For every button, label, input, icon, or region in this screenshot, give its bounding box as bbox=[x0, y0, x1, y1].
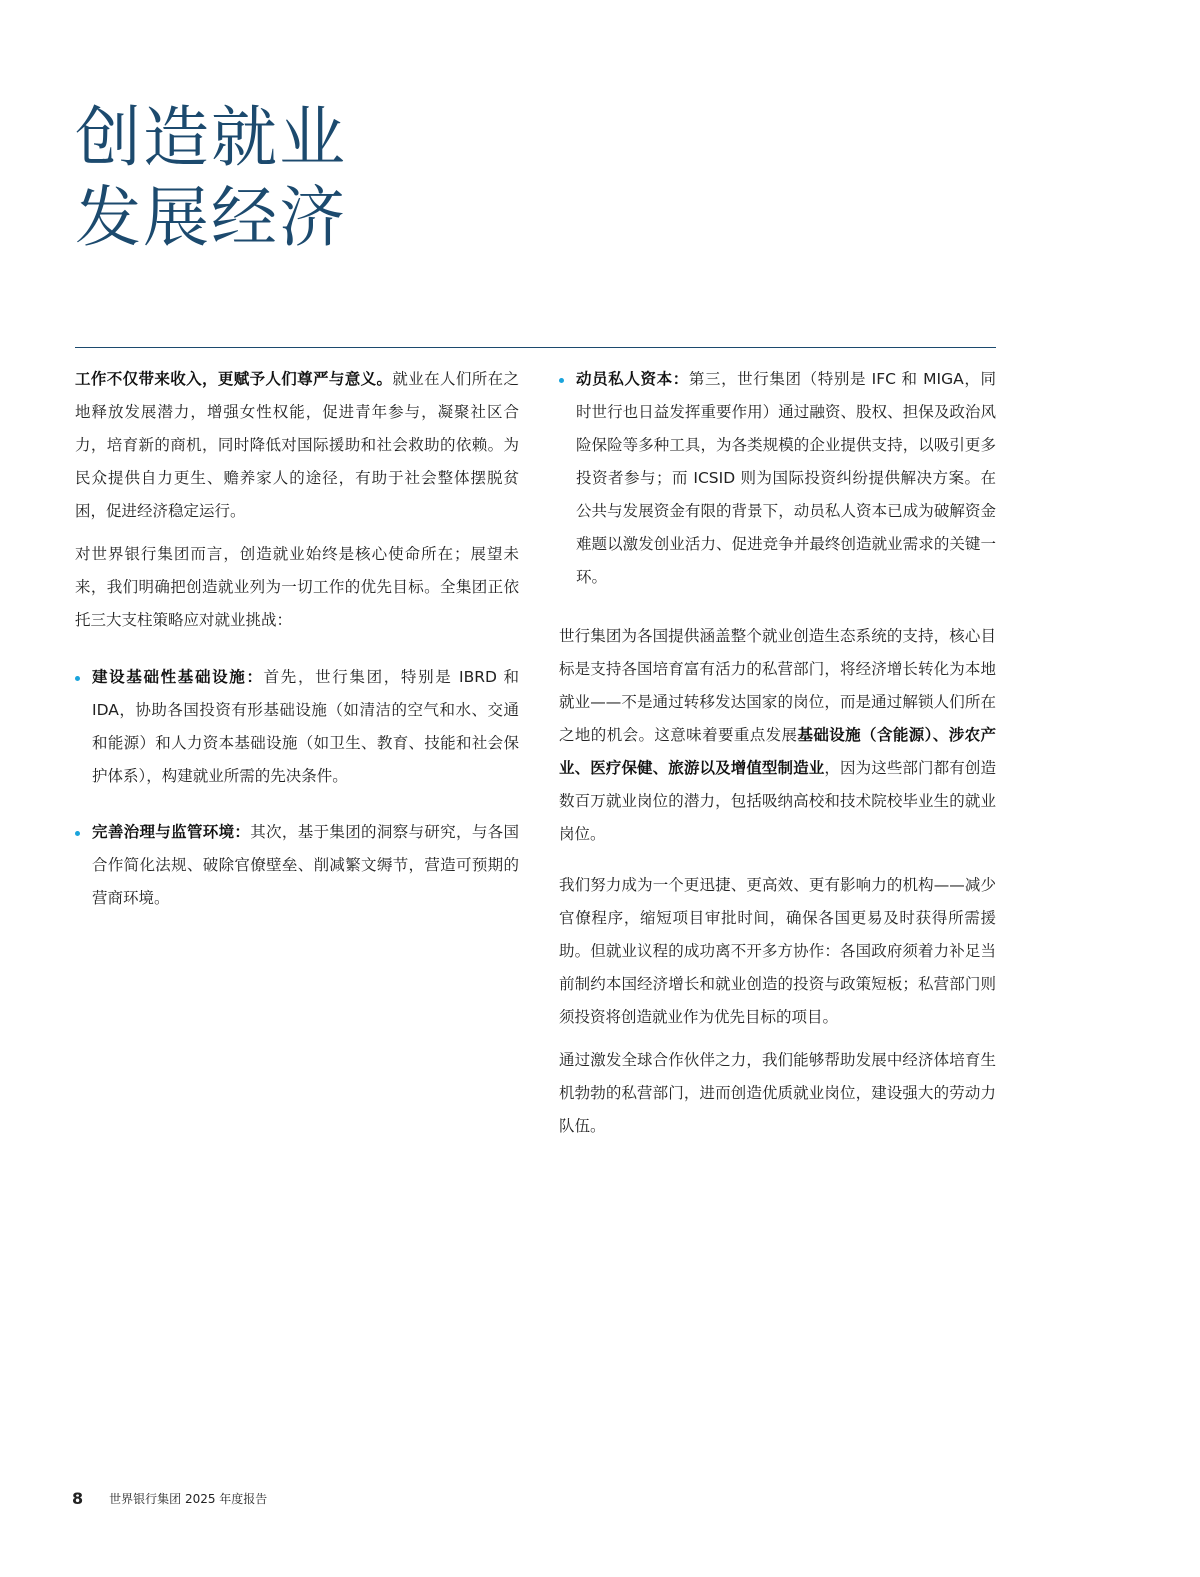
pillar-heading: 建设基础性基础设施： bbox=[92, 668, 264, 686]
right-column bbox=[559, 363, 996, 1153]
pillar-text: 其次，基于集团的洞察与研究，与各国合作简化法规、破除官僚壁垒、削减繁文缛节，营造可预期的营商环境。 bbox=[92, 823, 519, 907]
pillar-item-private-capital bbox=[559, 363, 996, 594]
pillars-intro-paragraph: 对世界银行集团而言，创造就业始终是核心使命所在；展望未来，我们明确把创造就业列为一切工作的优先目标。全集团正依托三大支柱策略应对就业挑战： bbox=[75, 545, 519, 629]
title-line-1: 创造就业 bbox=[75, 99, 347, 176]
pillar-text: 第三，世行集团（特别是 IFC 和 MIGA，同时世行也日益发挥重要作用）通过融资、股权、担保及政治风险保险等多种工具，为各类规模的企业提供支持，以吸引更多投资者参与；而 ICSID 则为国际投资纠纷提供解决方案。在公共与发展资金有限的背景下，动员私人资本已成为破解资金难题以激发创业活力、促进竞争并最终创造就业需求的关键一环。 bbox=[576, 370, 996, 586]
ecosystem-text-a: 世行集团为各国提供涵盖整个就业创造生态系统的支持，核心目标是支持各国培育富有活力的私营部门，将经济增长转化为本地就业——不是通过转移发达国家的岗位，而是通过解锁人们所在之地的机会。这意味着要重点发展 bbox=[559, 627, 996, 744]
pillar-item-governance bbox=[75, 816, 519, 915]
intro-text: 就业在人们所在之地释放发展潜力，增强女性权能，促进青年参与，凝聚社区合力，培育新的商机，同时降低对国际援助和社会救助的依赖。为民众提供自力更生、赡养家人的途径，有助于社会整体摆脱贫困，促进经济稳定运行。 bbox=[75, 370, 519, 520]
bullet-dot-icon bbox=[75, 676, 80, 681]
pillar-item-infrastructure bbox=[75, 661, 519, 793]
pillar-heading: 动员私人资本： bbox=[576, 370, 689, 388]
intro-lead: 工作不仅带来收入，更赋予人们尊严与意义。 bbox=[75, 370, 393, 388]
left-column bbox=[75, 363, 519, 938]
report-name: 世界银行集团 2025 年度报告 bbox=[109, 1492, 268, 1506]
bullet-dot-icon bbox=[75, 831, 80, 836]
ecosystem-paragraph bbox=[559, 620, 996, 851]
pillar-text: 首先，世行集团，特别是 IBRD 和 IDA，协助各国投资有形基础设施（如清洁的空气和水、交通和能源）和人力资本基础设施（如卫生、教育、技能和社会保护体系），构建就业所需的先决条件。 bbox=[92, 668, 519, 785]
page-footer bbox=[72, 1489, 267, 1508]
section-divider bbox=[75, 347, 996, 348]
bullet-dot-icon bbox=[559, 378, 564, 383]
page-title bbox=[75, 98, 347, 258]
institution-paragraph: 我们努力成为一个更迅捷、更高效、更有影响力的机构——减少官僚程序，缩短项目审批时间，确保各国更易及时获得所需援助。但就业议程的成功离不开多方协作：各国政府须着力补足当前制约本国经济增长和就业创造的投资与政策短板；私营部门则须投资将创造就业作为优先目标的项目。 bbox=[559, 876, 996, 1026]
page-number: 8 bbox=[72, 1489, 84, 1508]
ecosystem-sectors: 基础设施（含能源）、涉农产业、医疗保健、旅游以及增值型制造业 bbox=[559, 726, 996, 777]
intro-paragraph bbox=[75, 363, 519, 528]
pillar-list-left bbox=[75, 661, 519, 915]
title-line-2: 发展经济 bbox=[75, 179, 347, 256]
pillar-heading: 完善治理与监管环境： bbox=[92, 823, 251, 841]
partnership-paragraph: 通过激发全球合作伙伴之力，我们能够帮助发展中经济体培育生机勃勃的私营部门，进而创造优质就业岗位，建设强大的劳动力队伍。 bbox=[559, 1051, 996, 1135]
pillar-list-right bbox=[559, 363, 996, 594]
ecosystem-text-b: ，因为这些部门都有创造数百万就业岗位的潜力，包括吸纳高校和技术院校毕业生的就业岗位。 bbox=[559, 759, 996, 843]
